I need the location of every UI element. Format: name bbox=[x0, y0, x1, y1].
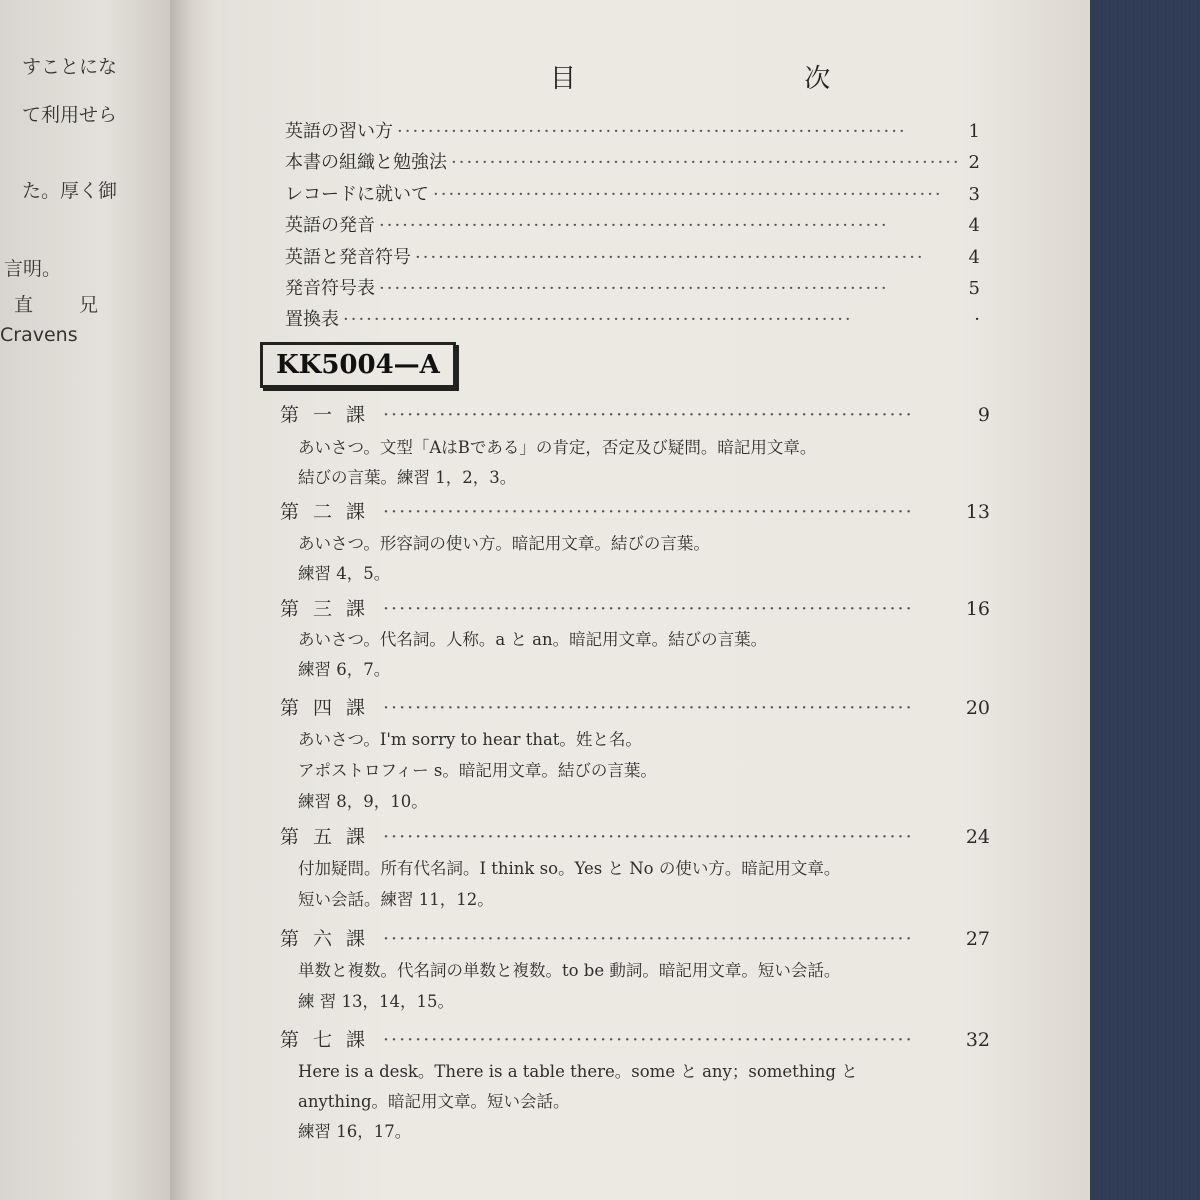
lesson-description: 練習 4，5。 bbox=[298, 564, 391, 583]
leader-dots: ·································································· bbox=[383, 826, 914, 848]
toc-entry-title: 発音符号表 bbox=[285, 278, 375, 299]
toc-entry bbox=[285, 211, 980, 237]
lesson-entry bbox=[280, 693, 990, 721]
lesson-title: 第四課 bbox=[280, 697, 380, 719]
toc-entry-page: · bbox=[974, 309, 980, 330]
toc-entry bbox=[285, 148, 980, 174]
left-page bbox=[0, 0, 170, 1200]
leader-dots: ·································································· bbox=[383, 404, 914, 426]
lesson-entry bbox=[280, 594, 990, 622]
lesson-page: 27 bbox=[965, 928, 990, 950]
lesson-entry bbox=[280, 822, 990, 850]
leader-dots: ·································································· bbox=[451, 152, 961, 173]
lesson-description: あいさつ。代名詞。人称。a と an。暗記用文章。結びの言葉。 bbox=[298, 630, 768, 649]
lesson-page: 16 bbox=[965, 598, 990, 620]
toc-entry bbox=[285, 117, 980, 143]
toc-entry-title: 英語の習い方 bbox=[285, 121, 393, 142]
left-page-line: た。厚く御 bbox=[22, 180, 118, 202]
left-page-line: Cravens bbox=[0, 324, 78, 346]
toc-entry-page: 5 bbox=[968, 278, 980, 299]
lesson-description: あいさつ。文型「AはBである」の肯定，否定及び疑問。暗記用文章。 bbox=[298, 438, 817, 457]
toc-entry bbox=[285, 243, 980, 269]
lesson-description: あいさつ。形容詞の使い方。暗記用文章。結びの言葉。 bbox=[298, 534, 710, 553]
toc-entry-page: 4 bbox=[968, 215, 980, 236]
leader-dots: ·································································· bbox=[383, 1029, 914, 1051]
leader-dots: ·································································· bbox=[383, 697, 914, 719]
lesson-description: 練 習 13，14，15。 bbox=[298, 992, 454, 1011]
lesson-page: 24 bbox=[965, 826, 990, 848]
leader-dots: ·································································· bbox=[379, 278, 889, 299]
leader-dots: ·································································· bbox=[383, 598, 914, 620]
lesson-description: 付加疑問。所有代名詞。I think so。Yes と No の使い方。暗記用文章。 bbox=[298, 859, 841, 878]
left-page-line: 直 兄 bbox=[14, 294, 119, 316]
lesson-title: 第五課 bbox=[280, 826, 380, 848]
lesson-page: 32 bbox=[965, 1029, 990, 1051]
lesson-entry bbox=[280, 1025, 990, 1053]
lesson-description: Here is a desk。There is a table there。some と any；something と bbox=[298, 1062, 858, 1081]
lesson-entry bbox=[280, 497, 990, 525]
lesson-description: 練習 8，9，10。 bbox=[298, 792, 428, 811]
toc-entry-page: 1 bbox=[968, 121, 980, 142]
leader-dots: ·································································· bbox=[379, 215, 889, 236]
toc-entry-title: 置換表 bbox=[285, 309, 339, 330]
lesson-title: 第七課 bbox=[280, 1029, 380, 1051]
leader-dots: ·································································· bbox=[397, 121, 907, 142]
book-cover-edge bbox=[1090, 0, 1200, 1200]
lesson-entry bbox=[280, 400, 990, 428]
left-page-line: すことにな bbox=[22, 56, 118, 78]
section-label-box: KK5004—A bbox=[260, 342, 456, 388]
lesson-page: 9 bbox=[977, 404, 990, 426]
toc-entry bbox=[285, 305, 980, 331]
toc-entry-title: 英語の発音 bbox=[285, 215, 375, 236]
left-page-line: て利用せら bbox=[22, 104, 118, 126]
toc-entry-page: 4 bbox=[968, 247, 980, 268]
left-page-line: 言明。 bbox=[4, 258, 62, 280]
lesson-description: アポストロフィー s。暗記用文章。結びの言葉。 bbox=[298, 761, 657, 780]
toc-entry-title: 英語と発音符号 bbox=[285, 247, 411, 268]
toc-entry bbox=[285, 180, 980, 206]
lesson-description: 結びの言葉。練習 1，2，3。 bbox=[298, 468, 517, 487]
lesson-description: 短い会話。練習 11，12。 bbox=[298, 890, 494, 909]
lesson-description: 練習 16，17。 bbox=[298, 1122, 412, 1141]
toc-entry-title: レコードに就いて bbox=[285, 184, 429, 205]
page-title: 目 次 bbox=[550, 64, 941, 94]
leader-dots: ·································································· bbox=[415, 247, 925, 268]
lesson-description: anything。暗記用文章。短い会話。 bbox=[298, 1092, 570, 1111]
lesson-page: 13 bbox=[965, 501, 990, 523]
lesson-description: あいさつ。I'm sorry to hear that。姓と名。 bbox=[298, 730, 642, 749]
toc-entry-page: 2 bbox=[968, 152, 980, 173]
lesson-title: 第二課 bbox=[280, 501, 380, 523]
toc-entry-title: 本書の組織と勉強法 bbox=[285, 152, 447, 173]
lesson-title: 第三課 bbox=[280, 598, 380, 620]
leader-dots: ·································································· bbox=[383, 501, 914, 523]
lesson-title: 第一課 bbox=[280, 404, 380, 426]
lesson-entry bbox=[280, 924, 990, 952]
leader-dots: ·································································· bbox=[343, 309, 853, 330]
toc-entry-page: 3 bbox=[968, 184, 980, 205]
lesson-title: 第六課 bbox=[280, 928, 380, 950]
right-page bbox=[220, 0, 1090, 1200]
lesson-description: 練習 6，7。 bbox=[298, 660, 391, 679]
lesson-page: 20 bbox=[965, 697, 990, 719]
book-gutter bbox=[170, 0, 220, 1200]
lesson-description: 単数と複数。代名詞の単数と複数。to be 動詞。暗記用文章。短い会話。 bbox=[298, 961, 841, 980]
toc-entry bbox=[285, 274, 980, 300]
leader-dots: ·································································· bbox=[383, 928, 914, 950]
leader-dots: ·································································· bbox=[433, 184, 943, 205]
